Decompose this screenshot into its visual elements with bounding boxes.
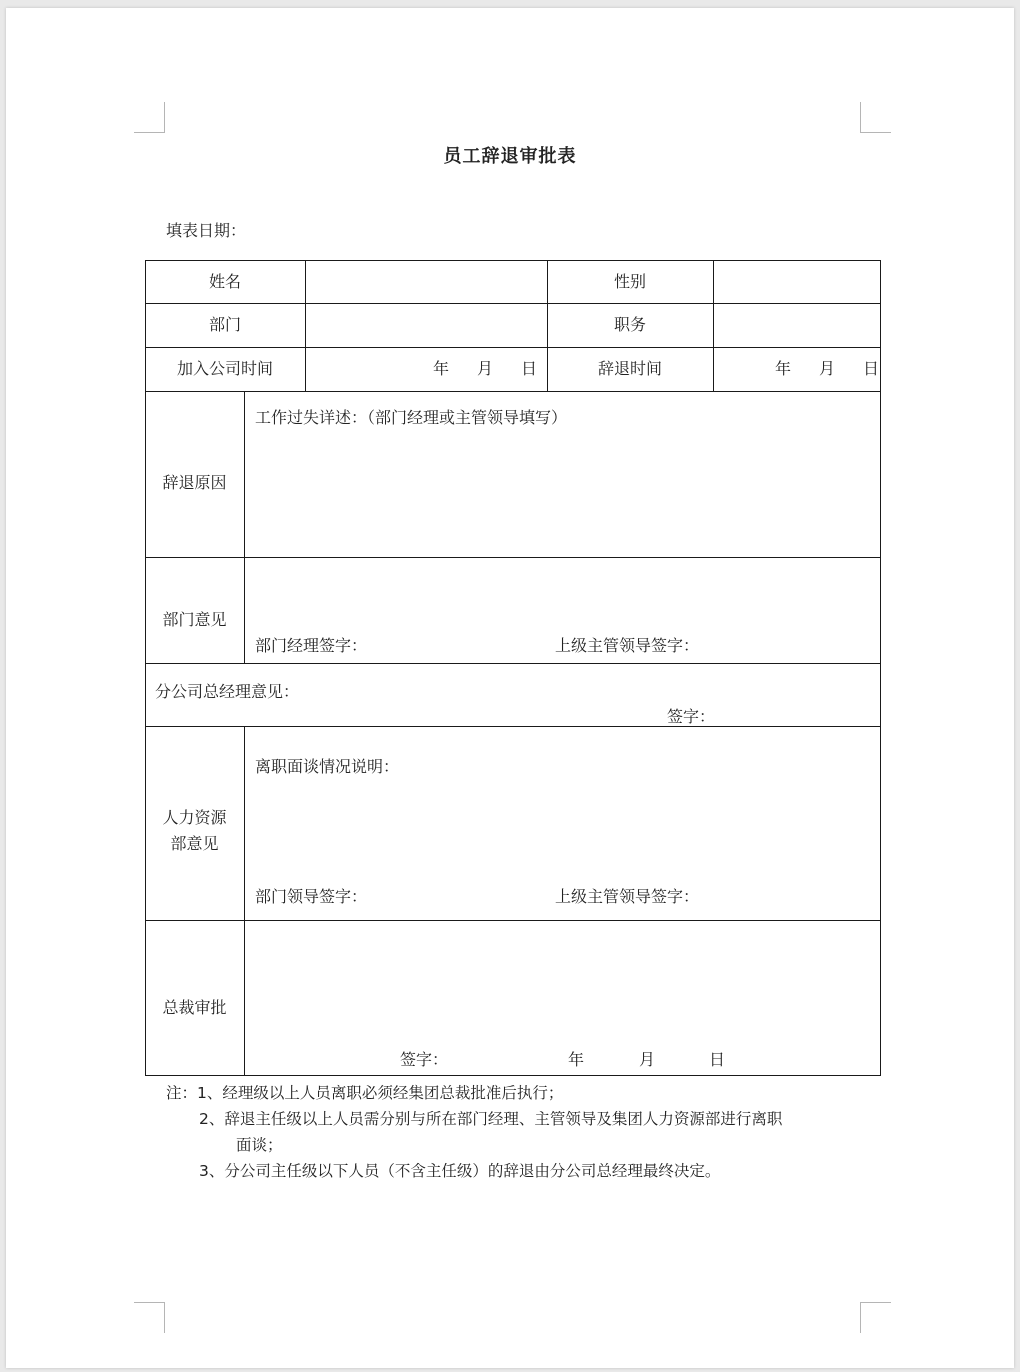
reason-label: 辞退原因 xyxy=(162,473,227,492)
note-item: 3、分公司主任级以下人员（不含主任级）的辞退由分公司总经理最终决定。 xyxy=(199,1162,721,1180)
superior-sign-label: 上级主管领导签字： xyxy=(555,636,700,655)
dismiss-year-label: 年 xyxy=(775,359,792,378)
hr-opinion-label-line1: 人力资源 xyxy=(162,808,227,827)
table-border xyxy=(145,260,881,261)
reason-prompt: 工作过失详述：（部门经理或主管领导填写） xyxy=(255,408,568,427)
join-date-label: 加入公司时间 xyxy=(176,359,273,378)
hr-superior-sign-label: 上级主管领导签字： xyxy=(555,887,700,906)
join-day-label: 日 xyxy=(521,359,538,378)
table-border xyxy=(145,663,881,664)
note-item: 2、辞退主任级以上人员需分别与所在部门经理、主管领导及集团人力资源部进行离职 xyxy=(199,1110,783,1128)
dept-leader-sign-label: 部门领导签字： xyxy=(255,887,368,906)
table-border xyxy=(305,260,306,391)
notes-section xyxy=(166,1080,782,1184)
table-border xyxy=(880,260,881,1076)
dept-manager-sign-label: 部门经理签字： xyxy=(255,636,368,655)
table-border xyxy=(145,260,146,1076)
join-month-label: 月 xyxy=(477,359,494,378)
table-border xyxy=(145,303,881,304)
margin-corner-mark xyxy=(134,102,165,133)
margin-corner-mark xyxy=(860,1302,891,1333)
note-item: 注：1、经理级以上人员离职必须经集团总裁批准后执行； xyxy=(166,1084,564,1102)
gender-label: 性别 xyxy=(613,272,646,291)
hr-opinion-label-line2: 部意见 xyxy=(170,834,219,853)
department-label: 部门 xyxy=(208,315,241,334)
fill-date-label: 填表日期： xyxy=(166,221,247,240)
dept-opinion-label: 部门意见 xyxy=(162,610,227,629)
join-year-label: 年 xyxy=(433,359,450,378)
document-page xyxy=(6,8,1014,1368)
dismiss-date-label: 辞退时间 xyxy=(597,359,662,378)
table-border xyxy=(145,920,881,921)
ceo-year-label: 年 xyxy=(568,1050,585,1069)
ceo-approval-label: 总裁审批 xyxy=(162,998,227,1017)
table-border xyxy=(145,557,881,558)
branch-gm-opinion-label: 分公司总经理意见： xyxy=(155,682,300,701)
table-border xyxy=(244,391,245,663)
ceo-day-label: 日 xyxy=(709,1050,726,1069)
name-label: 姓名 xyxy=(208,272,241,291)
table-border xyxy=(145,391,881,392)
page-title: 员工辞退审批表 xyxy=(443,146,577,167)
branch-gm-sign-label: 签字： xyxy=(667,707,716,726)
table-border xyxy=(244,726,245,1076)
dismiss-month-label: 月 xyxy=(819,359,836,378)
table-border xyxy=(145,726,881,727)
margin-corner-mark xyxy=(860,102,891,133)
ceo-month-label: 月 xyxy=(639,1050,656,1069)
margin-corner-mark xyxy=(134,1302,165,1333)
table-border xyxy=(713,260,714,391)
dismiss-day-label: 日 xyxy=(863,359,880,378)
note-item-continuation: 面谈； xyxy=(236,1136,283,1154)
exit-interview-label: 离职面谈情况说明： xyxy=(255,757,400,776)
table-border xyxy=(145,347,881,348)
ceo-sign-label: 签字： xyxy=(400,1050,449,1069)
approval-form-table xyxy=(145,260,881,1076)
table-border xyxy=(145,1075,881,1076)
position-label: 职务 xyxy=(613,315,646,334)
